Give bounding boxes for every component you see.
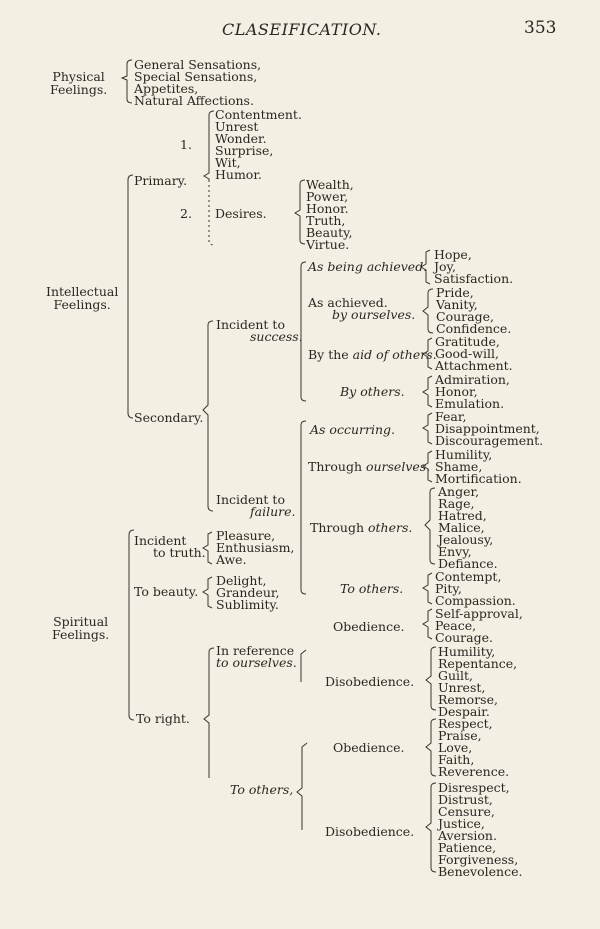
obedience-ourselves-label: Obedience. [333,619,405,634]
list-item: Mortification. [435,471,522,486]
list-item: Wealth, [306,177,354,192]
list-item: Guilt, [438,668,474,683]
list-item: Awe. [216,552,247,567]
list-item: Unrest, [438,680,486,695]
through-ourselves-label [308,461,430,473]
list-item: Joy, [434,259,456,274]
list-item: Despair. [438,704,490,719]
label-line: Incident to [216,492,285,507]
label-part-italic: aid of others. [352,347,437,362]
list-item: General Sensations, [134,57,262,72]
truth-items [216,530,294,566]
list-item: Hope, [434,247,472,262]
label-line: Incident to [216,317,285,332]
list-item: Honor, [435,384,478,399]
as-being-achieved-label: As being achieved. [308,259,428,274]
obedience-others-items [438,718,509,778]
physical-label-line2: Feelings. [50,82,108,97]
intellectual-label-line1: Intellectual [46,284,119,299]
list-item: Admiration, [435,372,510,387]
label-line: by ourselves. [332,307,416,322]
page-number: 353 [524,18,557,38]
as-occurring-items [435,411,543,447]
list-item: Jealousy, [438,532,494,547]
list-item: Defiance. [438,556,498,571]
list-item: Pleasure, [216,528,276,543]
list-item: Good-will, [435,346,499,361]
list-item: Self-approval, [435,606,523,621]
list-item: Courage, [436,309,494,324]
list-item: Fear, [435,409,467,424]
list-item: Forgiveness, [438,852,519,867]
to-others-spiritual-label: To others, [230,782,294,797]
list-item: Justice, [438,816,485,831]
list-item: Wit, [215,155,241,170]
to-others-label: To others. [340,581,404,596]
list-item: Delight, [216,573,267,588]
list-item: Confidence. [436,321,512,336]
to-beauty-label: To beauty. [134,584,199,599]
list-item: Discouragement. [435,433,544,448]
intellectual-feelings-label [46,285,118,311]
list-item: Pity, [435,581,462,596]
as-achieved-label [308,297,415,321]
aid-of-others-items [435,336,513,372]
disobedience-ourselves-items [438,646,517,718]
primary-number-1: 1. [180,137,192,152]
list-item: Peace, [435,618,477,633]
label-line: to truth. [153,545,206,560]
desires-items [306,179,354,251]
list-item: Wonder. [215,131,267,146]
list-item: Censure, [438,804,495,819]
physical-feelings-label [50,70,107,96]
list-item: Power, [306,189,349,204]
through-others-items [438,486,498,570]
label-part: Through [310,520,368,535]
list-item: Shame, [435,459,483,474]
list-item: Truth, [306,213,346,228]
label-part-italic: others. [367,520,413,535]
label-part: Through [308,459,366,474]
in-reference-to-ourselves-label [216,645,297,669]
list-item: Remorse, [438,692,498,707]
list-item: Special Sensations, [134,69,258,84]
primary-label: Primary. [134,173,188,188]
list-item: Anger, [438,484,480,499]
list-item: Benevolence. [438,864,523,879]
physical-label-line1: Physical [52,69,105,84]
list-item: Humility, [438,644,496,659]
label-part: By the [308,347,353,362]
list-item: Repentance, [438,656,518,671]
spiritual-label-line2: Feelings. [52,627,110,642]
disobedience-others-items [438,782,522,878]
list-item: Reverence. [438,764,510,779]
through-ourselves-items [435,449,522,485]
list-item: Satisfaction. [434,271,514,286]
label-line: Incident [134,533,187,548]
list-item: Malice, [438,520,485,535]
by-others-items [435,374,510,410]
page-title: CLASEIFICATION. [222,20,382,39]
to-right-label: To right. [136,711,190,726]
spiritual-label-line1: Spiritual [53,614,109,629]
list-item: Faith, [438,752,475,767]
list-item: Humor. [215,167,262,182]
label-line: failure. [250,504,296,519]
list-item: Grandeur, [216,585,280,600]
beauty-items [216,575,280,611]
list-item: Natural Affections. [134,93,254,108]
to-others-items [435,571,516,607]
list-item: Courage. [435,630,493,645]
label-part-italic: ourselves. [365,459,431,474]
list-item: Emulation. [435,396,505,411]
as-achieved-items [436,287,511,335]
list-item: Disappointment, [435,421,540,436]
list-item: Rage, [438,496,475,511]
label-line: to ourselves. [216,655,297,670]
list-item: Disrespect, [438,780,510,795]
disobedience-others-label: Disobedience. [325,824,415,839]
incident-to-failure-label [216,494,295,518]
list-item: Appetites, [134,81,199,96]
list-item: Praise, [438,728,482,743]
spiritual-feelings-label [52,615,109,641]
obedience-others-label: Obedience. [333,740,405,755]
label-line: success. [250,329,303,344]
as-occurring-label: As occurring. [310,422,395,437]
list-item: Virtue. [306,237,350,252]
disobedience-ourselves-label: Disobedience. [325,674,415,689]
list-item: Gratitude, [435,334,500,349]
list-item: Sublimity. [216,597,279,612]
obedience-ourselves-items [435,608,523,644]
list-item: Compassion. [435,593,516,608]
list-item: Vanity, [436,297,478,312]
primary-1-items [215,109,302,181]
label-line: As achieved. [308,295,388,310]
list-item: Envy, [438,544,472,559]
label-line: In reference [216,643,295,658]
list-item: Enthusiasm, [216,540,295,555]
incident-to-truth-label [134,535,206,559]
desires-label: Desires. [215,206,267,221]
physical-items [134,59,261,107]
by-aid-of-others-label [308,349,437,361]
primary-number-2: 2. [180,206,192,221]
incident-to-success-label [216,319,303,343]
list-item: Beauty, [306,225,353,240]
list-item: Hatred, [438,508,487,523]
list-item: Contempt, [435,569,502,584]
list-item: Respect, [438,716,493,731]
list-item: Contentment. [215,107,302,122]
list-item: Pride, [436,285,474,300]
by-others-label: By others. [340,384,405,399]
through-others-label [310,522,412,534]
secondary-label: Secondary. [134,410,204,425]
intellectual-label-line2: Feelings. [53,297,111,312]
list-item: Surprise, [215,143,274,158]
list-item: Attachment. [435,358,513,373]
list-item: Patience, [438,840,497,855]
list-item: Humility, [435,447,493,462]
list-item: Love, [438,740,473,755]
list-item: Distrust, [438,792,493,807]
list-item: Honor. [306,201,349,216]
as-being-achieved-items [434,249,513,285]
list-item: Unrest [215,119,259,134]
list-item: Aversion. [438,828,497,843]
